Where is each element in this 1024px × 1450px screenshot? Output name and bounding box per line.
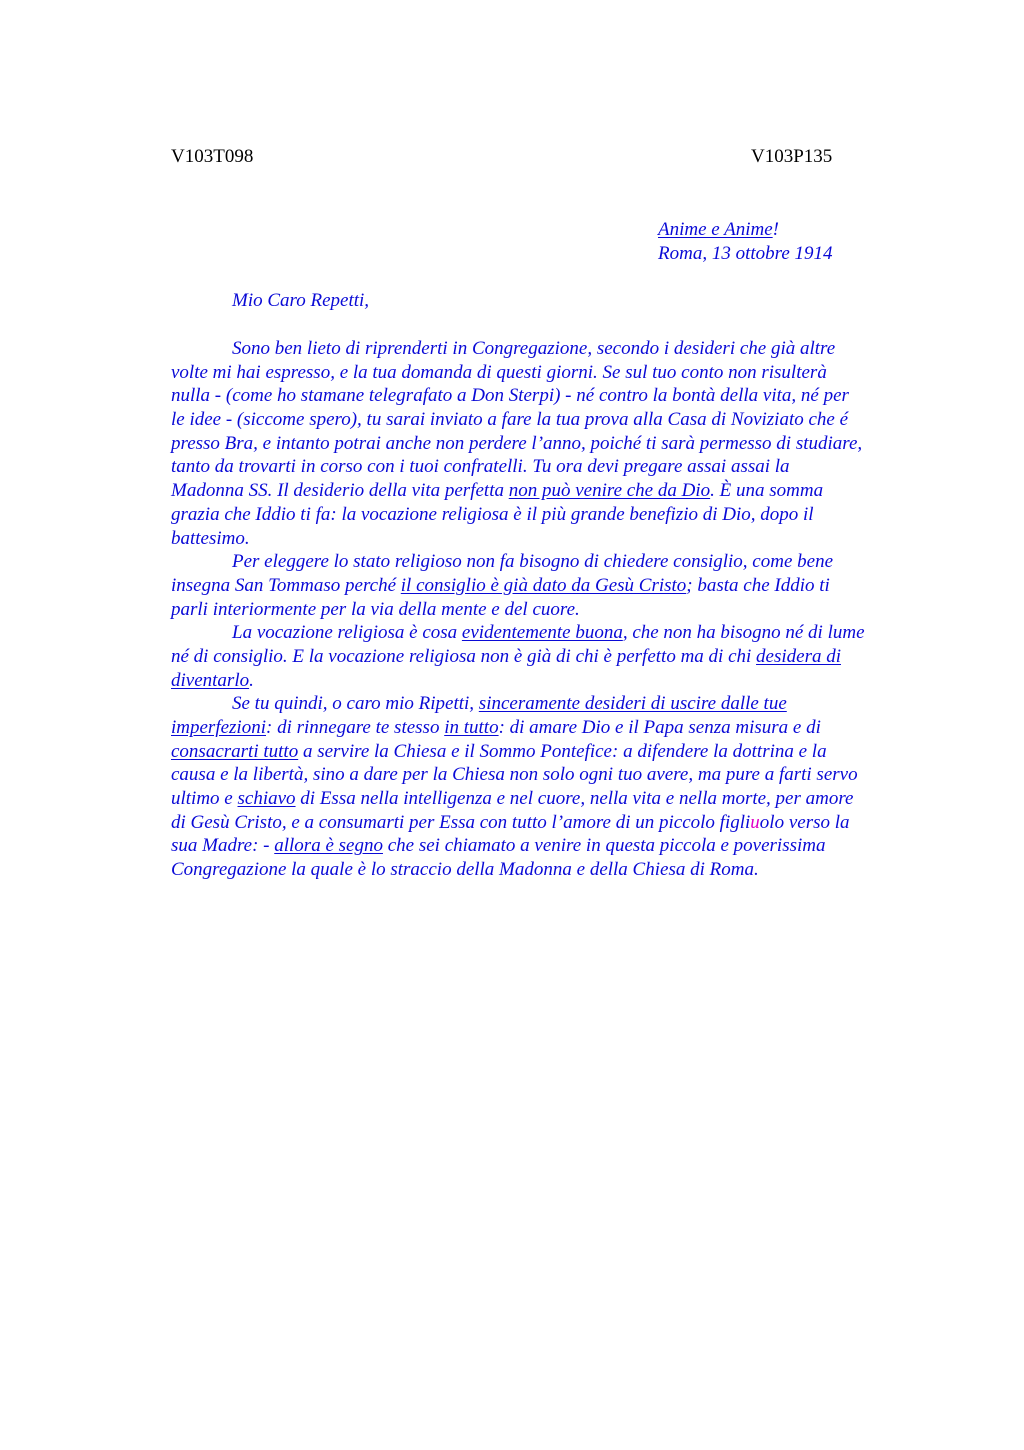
body-line: grazia che Iddio ti fa: la vocazione religiosa è il più grande benefizio di Dio, dopo il [171, 503, 814, 525]
body-line: volte mi hai espresso, e la tua domanda di questi giorni. Se sul tuo conto non risulterà [171, 361, 827, 383]
letter-heading [658, 218, 833, 266]
body-line [171, 692, 931, 716]
underlined-phrase: non può venire che da Dio [508, 480, 711, 502]
underlined-phrase: evidentemente buona [461, 622, 623, 644]
underlined-phrase: imperfezioni [171, 717, 266, 738]
body-line [171, 811, 931, 835]
motto-exclamation: ! [772, 219, 779, 240]
body-line [171, 645, 931, 669]
document-reference-left: V103T098 [171, 146, 254, 167]
body-line: battesimo. [171, 527, 250, 549]
underlined-phrase: schiavo [237, 788, 296, 810]
underlined-phrase: sinceramente desideri di uscire dalle tue [478, 693, 787, 715]
body-line [171, 479, 931, 503]
body-line: presso Bra, e intanto potrai anche non perdere l’anno, poiché ti sarà permesso di studiare, [171, 432, 863, 454]
body-line: Per eleggere lo stato religioso non fa bisogno di chiedere consiglio, come bene [232, 551, 834, 573]
body-line [171, 740, 931, 764]
body-text: : di rinnegare te stesso [266, 717, 445, 738]
body-line [171, 621, 931, 645]
body-text: né di consiglio. E la vocazione religiosa non è già di chi è perfetto ma di chi [171, 645, 757, 667]
body-line: tanto da trovarti in corso con i tuoi confratelli. Tu ora devi pregare assai assai la [171, 456, 790, 478]
body-text: . È una somma [710, 480, 824, 502]
body-text: Madonna SS. Il desiderio della vita perfetta [171, 480, 509, 502]
motto-line [658, 218, 833, 242]
underlined-phrase: il consiglio è già dato da Gesù Cristo [400, 574, 687, 596]
salutation: Mio Caro Repetti, [232, 290, 370, 311]
body-line: nulla - (come ho stamane telegrafato a Don Sterpi) - né contro la bontà della vita, né per [171, 385, 849, 407]
body-line [171, 716, 931, 740]
body-text: a servire la Chiesa e il Sommo Pontefice: a difendere la dottrina e la [298, 740, 827, 762]
body-text: di Essa nella intelligenza e nel cuore, nella vita e nella morte, per amore [295, 788, 854, 810]
underlined-phrase: allora è segno [274, 835, 383, 857]
body-text: : di amare Dio e il Papa senza misura e di [498, 717, 821, 738]
body-line [171, 574, 931, 598]
body-line: causa e la libertà, sino a dare per la Chiesa non solo ogni tuo avere, ma pure a farti servo [171, 764, 858, 786]
body-line: le idee - (siccome spero), tu sarai inviato a fare la tua prova alla Casa di Noviziato che é [171, 409, 849, 431]
body-text: insegna San Tommaso perché [171, 574, 401, 596]
body-line: Congregazione la quale è lo straccio della Madonna e della Chiesa di Roma. [171, 859, 759, 881]
body-line [171, 787, 931, 811]
body-text: olo verso la [759, 811, 850, 833]
body-text: che sei chiamato a venire in questa piccola e poverissima [382, 835, 826, 857]
highlighted-letter: u [750, 811, 760, 833]
body-text: La vocazione religiosa è cosa [232, 622, 462, 644]
body-text: di Gesù Cristo, e a consumarti per Essa con tutto l’amore di un piccolo figli [171, 811, 751, 833]
body-text: . [249, 669, 254, 691]
underlined-phrase: consacrarti tutto [171, 740, 299, 762]
body-text: , che non ha bisogno né di lume [622, 622, 865, 644]
body-text: Se tu quindi, o caro mio Ripetti, [232, 693, 479, 715]
body-text: ultimo e [171, 788, 238, 810]
underlined-phrase: diventarlo [171, 669, 250, 691]
body-line [171, 834, 931, 858]
letter-body [171, 337, 931, 882]
document-reference-right: V103P135 [751, 146, 833, 167]
body-line [171, 669, 931, 693]
motto-text: Anime e Anime [658, 219, 773, 240]
body-text: ; basta che Iddio ti [686, 574, 830, 596]
body-text: sua Madre: - [171, 835, 275, 857]
underlined-phrase: in tutto [444, 717, 499, 738]
underlined-phrase: desidera di [756, 645, 841, 667]
place-date: Roma, 13 ottobre 1914 [658, 243, 833, 264]
body-line: Sono ben lieto di riprenderti in Congregazione, secondo i desideri che già altre [232, 338, 836, 359]
body-line: parli interiormente per la via della mente e del cuore. [171, 598, 580, 620]
